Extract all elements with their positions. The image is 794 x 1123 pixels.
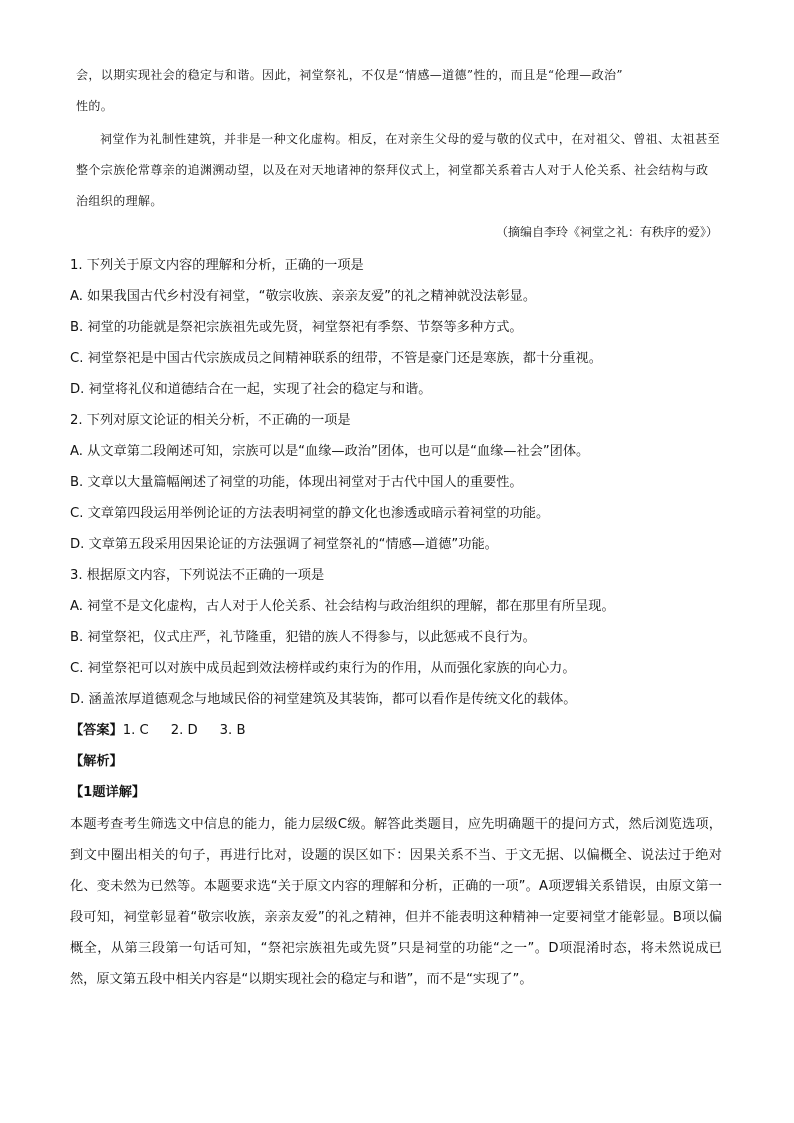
- answer-section: [70, 715, 724, 808]
- option-c: C. 文章第四段运用举例论证的方法表明祠堂的静文化也渗透或暗示着祠堂的功能。: [70, 506, 550, 521]
- answer-line: [70, 715, 724, 746]
- answer-2: 2. D: [170, 723, 198, 738]
- passage-paragraph-2: [76, 124, 720, 217]
- option-c: C. 祠堂祭祀是中国古代宗族成员之间精神联系的纽带，不管是豪门还是寒族，都十分重视。: [70, 351, 602, 366]
- option-d: D. 文章第五段采用因果论证的方法强调了祠堂祭礼的“情感—道德”功能。: [70, 537, 498, 552]
- passage-text: 祠堂作为礼制性建筑，并非是一种文化虚构。相反，在对亲生父母的爱与敬的仪式中，在对祖父、曾祖、太祖甚至整个宗族伦常尊亲的追渊溯动望，以及在对天地诸神的祭拜仪式上，祠堂都关系着古人对于人伦关系、社会结构与政治组织的理解。: [76, 132, 721, 208]
- answer-label: 【答案】: [70, 723, 123, 738]
- question-stem: 3. 根据原文内容，下列说法不正确的一项是: [70, 568, 325, 583]
- passage-paragraph-1: [76, 60, 720, 122]
- question-stem: 2. 下列对原文论证的相关分析，不正确的一项是: [70, 413, 351, 428]
- passage-line: 性的。: [76, 99, 114, 113]
- source-citation: （摘编自李玲《祠堂之礼：有秩序的爱》）: [495, 225, 718, 239]
- question-1: [70, 250, 724, 405]
- answer-1: 1. C: [122, 723, 149, 738]
- option-b: B. 文章以大量篇幅阐述了祠堂的功能，体现出祠堂对于古代中国人的重要性。: [70, 475, 523, 490]
- option-d: D. 涵盖浓厚道德观念与地域民俗的祠堂建筑及其装饰，都可以看作是传统文化的载体。: [70, 692, 577, 707]
- option-a: A. 如果我国古代乡村没有祠堂，“敬宗收族、亲亲友爱”的礼之精神就没法彰显。: [70, 289, 537, 304]
- option-a: A. 从文章第二段阐述可知，宗族可以是“血缘—政治”团体，也可以是“血缘—社会”团体。: [70, 444, 590, 459]
- passage-line: 会，以期实现社会的稳定与和谐。因此，祠堂祭礼，不仅是“情感—道德”性的，而且是“伦理—政治”: [76, 68, 623, 82]
- option-c: C. 祠堂祭祀可以对族中成员起到效法榜样或约束行为的作用，从而强化家族的向心力。: [70, 661, 576, 676]
- option-d: D. 祠堂将礼仪和道德结合在一起，实现了社会的稳定与和谐。: [70, 382, 432, 397]
- option-b: B. 祠堂祭祀，仪式庄严，礼节隆重，犯错的族人不得参与，以此惩戒不良行为。: [70, 630, 536, 645]
- detail-label: 【1题详解】: [70, 785, 146, 800]
- question-3: [70, 560, 724, 715]
- question-stem: 1. 下列关于原文内容的理解和分析，正确的一项是: [70, 258, 364, 273]
- option-a: A. 祠堂不是文化虚构，古人对于人伦关系、社会结构与政治组织的理解，都在那里有所呈现。: [70, 599, 615, 614]
- answer-3: 3. B: [219, 723, 246, 738]
- explanation-text: 本题考查考生筛选文中信息的能力，能力层级C级。解答此类题目，应先明确题干的提问方式，然后浏览选项，到文中圈出相关的句子，再进行比对，设题的误区如下：因果关系不当、于文无据、以偏概全、说法过于绝对化、变未然为已然等。本题要求选“关于原文内容的理解和分析，正确的一项”。A项逻辑关系错误，由原文第一段可知，祠堂彰显着“敬宗收族，亲亲友爱”的礼之精神，但并不能表明这种精神一定要祠堂才能彰显。B项以偏概全，从第三段第一句话可知，“祭祀宗族祖先或先贤”只是祠堂的功能“之一”。D项混淆时态，将未然说成已然，原文第五段中相关内容是“以期实现社会的稳定与和谐”，而不是“实现了”。: [70, 817, 722, 987]
- question-2: [70, 405, 724, 560]
- analysis-label: 【解析】: [70, 754, 123, 769]
- option-b: B. 祠堂的功能就是祭祀宗族祖先或先贤，祠堂祭祀有季祭、节祭等多种方式。: [70, 320, 523, 335]
